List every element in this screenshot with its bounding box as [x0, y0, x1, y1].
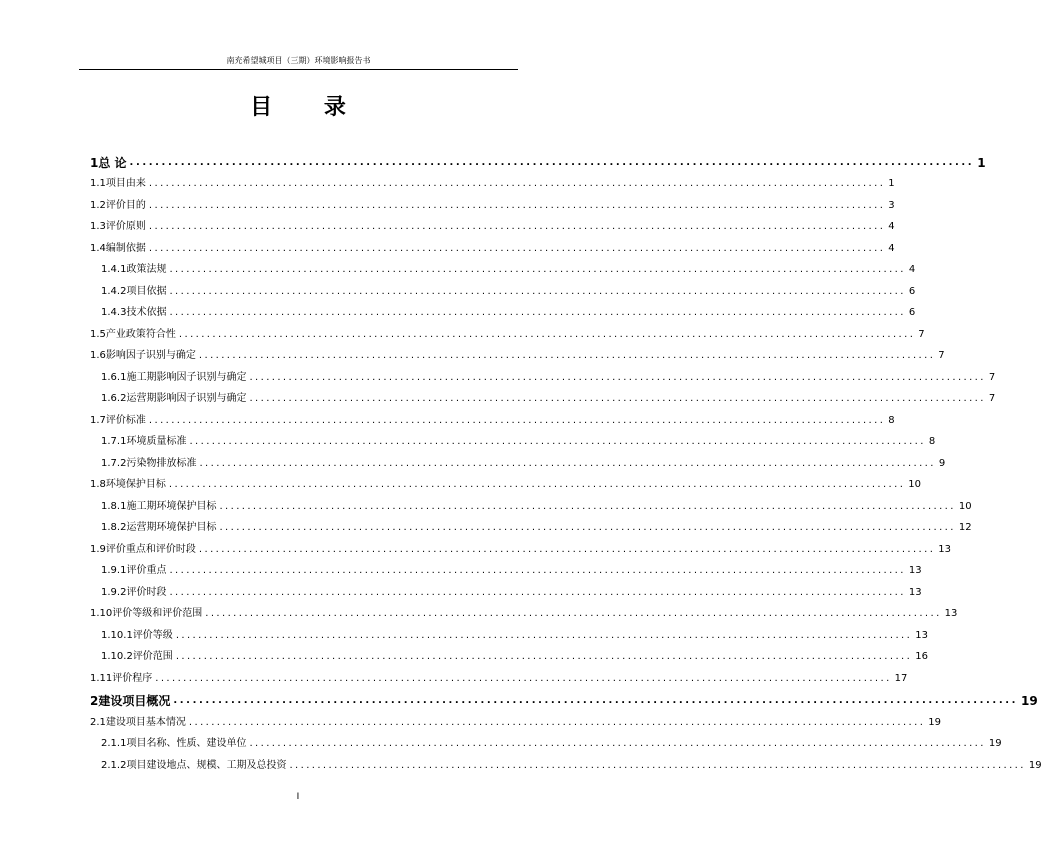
toc-entry[interactable]	[90, 663, 908, 685]
toc-entry-number: 1.10.2	[101, 651, 133, 662]
toc-entry-label: 建设项目基本情况	[105, 716, 186, 728]
toc-entry-page: 13	[908, 565, 922, 576]
toc-entry-page: 1	[977, 155, 986, 170]
toc-entry-page: 19	[988, 738, 1002, 749]
toc-leader-dots: ....................................................................................................................................	[148, 199, 886, 211]
toc-entry[interactable]	[90, 491, 972, 513]
toc-leader-dots: ....................................................................................................................................	[155, 672, 892, 684]
toc-entry-number: 1.9.2	[101, 586, 127, 598]
toc-entry-label: 产业政策符合性	[105, 328, 176, 340]
toc-leader-dots: ....................................................................................................................................	[148, 242, 886, 254]
toc-leader-dots: ....................................................................................................................................	[173, 695, 1019, 706]
toc-entry[interactable]	[90, 577, 922, 599]
toc-leader-dots: ....................................................................................................................................	[219, 522, 956, 533]
toc-leader-dots: ....................................................................................................................................	[148, 414, 886, 426]
toc-entry[interactable]	[90, 599, 958, 621]
toc-entry-page: 13	[915, 629, 928, 641]
toc-entry-label: 评价原则	[105, 221, 146, 232]
toc-entry-page: 13	[944, 608, 958, 619]
toc-entry[interactable]	[90, 556, 922, 578]
toc-leader-dots: ....................................................................................................................................	[175, 629, 913, 641]
toc-leader-dots: ....................................................................................................................................	[169, 565, 906, 576]
toc-entry[interactable]	[90, 534, 952, 556]
toc-leader-dots: ....................................................................................................................................	[129, 156, 975, 168]
header-rule	[79, 69, 518, 70]
toc-entry[interactable]	[90, 298, 916, 320]
toc-leader-dots: ....................................................................................................................................	[168, 479, 906, 490]
table-of-contents	[90, 146, 1042, 772]
toc-entry-label: 评价重点和评价时段	[105, 543, 196, 555]
toc-entry-label: 评价等级和评价范围	[112, 608, 203, 619]
toc-entry-page: 8	[928, 436, 936, 447]
toc-entry-label: 环境保护目标	[105, 479, 166, 490]
toc-leader-dots: ....................................................................................................................................	[188, 716, 926, 728]
toc-entry-label: 评价标准	[105, 414, 146, 426]
toc-entry-number: 1.1	[90, 178, 106, 189]
toc-entry-page: 13	[908, 586, 922, 598]
toc-entry-number: 1.7.2	[101, 457, 127, 469]
toc-entry-number: 2	[90, 694, 99, 708]
toc-entry-number: 1.4.3	[101, 307, 127, 318]
toc-entry-page: 4	[908, 264, 916, 275]
toc-entry-number: 1.6	[90, 350, 106, 361]
toc-entry-number: 2.1.1	[101, 738, 127, 749]
toc-entry[interactable]	[90, 405, 895, 427]
toc-entry-page: 3	[888, 199, 895, 211]
toc-entry-number: 1.8.2	[101, 522, 127, 533]
toc-entry[interactable]	[90, 212, 895, 234]
toc-entry-label: 评价等级	[132, 629, 173, 641]
toc-entry-number: 1.4	[90, 242, 106, 254]
toc-leader-dots: ....................................................................................................................................	[249, 371, 986, 383]
toc-leader-dots: ....................................................................................................................................	[169, 264, 906, 275]
toc-entry-label: 运营期影响因子识别与确定	[126, 393, 247, 404]
toc-entry-page: 17	[894, 672, 908, 684]
toc-entry-label: 政策法规	[126, 264, 167, 275]
toc-entry-page: 7	[988, 371, 996, 383]
toc-entry-page: 9	[938, 457, 946, 469]
toc-entry-label: 施工期环境保护目标	[126, 500, 217, 512]
toc-entry-label: 项目名称、性质、建设单位	[126, 738, 247, 749]
toc-entry[interactable]	[90, 146, 986, 170]
toc-entry-label: 项目依据	[126, 285, 167, 297]
toc-leader-dots: ....................................................................................................................................	[219, 500, 956, 512]
toc-entry-number: 1.10.1	[101, 629, 133, 641]
toc-entry-page: 8	[888, 414, 895, 426]
toc-leader-dots: ....................................................................................................................................	[169, 586, 906, 598]
toc-leader-dots: ....................................................................................................................................	[148, 178, 886, 189]
toc-entry[interactable]	[90, 384, 996, 406]
toc-entry-number: 1	[90, 155, 99, 170]
toc-entry-label: 评价时段	[126, 586, 167, 598]
toc-entry-label: 施工期影响因子识别与确定	[126, 371, 247, 383]
toc-entry[interactable]	[90, 276, 916, 298]
toc-entry-label: 总 论	[98, 155, 127, 170]
toc-entry-page: 10	[908, 479, 922, 490]
toc-entry[interactable]	[90, 233, 895, 255]
toc-entry-number: 1.11	[90, 672, 113, 684]
toc-entry[interactable]	[90, 750, 1042, 772]
toc-entry-page: 6	[908, 307, 916, 318]
page-number: I	[296, 792, 300, 802]
toc-leader-dots: ....................................................................................................................................	[205, 608, 942, 619]
toc-entry-page: 16	[915, 651, 928, 662]
toc-entry-number: 1.6.2	[101, 393, 127, 404]
toc-entry[interactable]	[90, 729, 1002, 751]
toc-entry-label: 技术依据	[126, 307, 167, 318]
toc-entry-label: 评价目的	[105, 199, 146, 211]
toc-leader-dots: ....................................................................................................................................	[198, 350, 936, 361]
toc-entry-number: 1.2	[90, 199, 106, 211]
toc-entry[interactable]	[90, 427, 936, 449]
toc-entry-page: 7	[988, 393, 996, 404]
toc-entry[interactable]	[90, 341, 945, 363]
running-header: 南充希望城项目（三期）环境影响报告书	[226, 56, 371, 65]
toc-entry-number: 1.3	[90, 221, 106, 232]
toc-entry[interactable]	[90, 685, 1038, 708]
toc-entry-label: 建设项目概况	[98, 694, 171, 708]
toc-entry-page: 1	[888, 178, 895, 189]
toc-entry-page: 13	[938, 543, 952, 555]
toc-leader-dots: ....................................................................................................................................	[178, 328, 916, 340]
toc-entry-page: 4	[888, 221, 895, 232]
toc-entry-number: 1.7.1	[101, 436, 127, 447]
toc-entry-number: 1.6.1	[101, 371, 127, 383]
toc-leader-dots: ....................................................................................................................................	[169, 285, 906, 297]
toc-leader-dots: ....................................................................................................................................	[249, 738, 986, 749]
toc-entry-number: 1.8.1	[101, 500, 127, 512]
toc-entry-number: 1.4.2	[101, 285, 127, 297]
toc-entry-label: 影响因子识别与确定	[105, 350, 196, 361]
toc-entry[interactable]	[90, 707, 942, 729]
toc-entry-number: 1.10	[90, 608, 113, 619]
toc-entry[interactable]	[90, 362, 996, 384]
toc-entry-page: 19	[928, 716, 942, 728]
toc-entry-page: 7	[918, 328, 925, 340]
toc-entry-page: 10	[958, 500, 972, 512]
toc-entry-label: 评价范围	[132, 651, 173, 662]
toc-entry-label: 环境质量标准	[126, 436, 187, 447]
toc-entry-label: 运营期环境保护目标	[126, 522, 217, 533]
toc-entry[interactable]	[90, 620, 928, 642]
toc-entry-label: 编制依据	[105, 242, 146, 254]
toc-entry-number: 1.5	[90, 328, 106, 340]
toc-entry-number: 2.1.2	[101, 759, 127, 771]
toc-entry-label: 评价程序	[112, 672, 153, 684]
toc-entry-label: 项目由来	[105, 178, 146, 189]
toc-entry[interactable]	[90, 470, 922, 492]
toc-leader-dots: ....................................................................................................................................	[148, 221, 886, 232]
toc-entry[interactable]	[90, 169, 895, 191]
toc-entry[interactable]	[90, 448, 946, 470]
toc-entry-number: 1.8	[90, 479, 106, 490]
page-title: 目 录	[250, 95, 368, 120]
toc-entry-page: 19	[1028, 759, 1042, 771]
toc-entry-number: 1.7	[90, 414, 106, 426]
toc-entry-label: 项目建设地点、规模、工期及总投资	[126, 759, 287, 771]
toc-entry-page: 4	[888, 242, 895, 254]
toc-entry-label: 评价重点	[126, 565, 167, 576]
toc-entry-number: 1.9.1	[101, 565, 127, 576]
toc-entry-page: 12	[958, 522, 972, 533]
toc-leader-dots: ....................................................................................................................................	[175, 651, 913, 662]
toc-entry-label: 污染物排放标准	[126, 457, 197, 469]
toc-entry-number: 1.4.1	[101, 264, 127, 275]
toc-entry[interactable]	[90, 513, 972, 535]
toc-leader-dots: ....................................................................................................................................	[189, 436, 926, 447]
toc-entry[interactable]	[90, 319, 925, 341]
toc-entry-number: 1.9	[90, 543, 106, 555]
toc-entry[interactable]	[90, 190, 895, 212]
toc-leader-dots: ....................................................................................................................................	[199, 457, 936, 469]
toc-entry-page: 6	[908, 285, 916, 297]
toc-leader-dots: ....................................................................................................................................	[289, 759, 1026, 771]
toc-leader-dots: ....................................................................................................................................	[249, 393, 986, 404]
toc-entry[interactable]	[90, 642, 928, 664]
toc-entry[interactable]	[90, 255, 916, 277]
toc-entry-page: 7	[938, 350, 945, 361]
toc-entry-page: 19	[1021, 694, 1038, 708]
toc-entry-number: 2.1	[90, 716, 106, 728]
toc-leader-dots: ....................................................................................................................................	[169, 307, 906, 318]
toc-leader-dots: ....................................................................................................................................	[198, 543, 936, 555]
